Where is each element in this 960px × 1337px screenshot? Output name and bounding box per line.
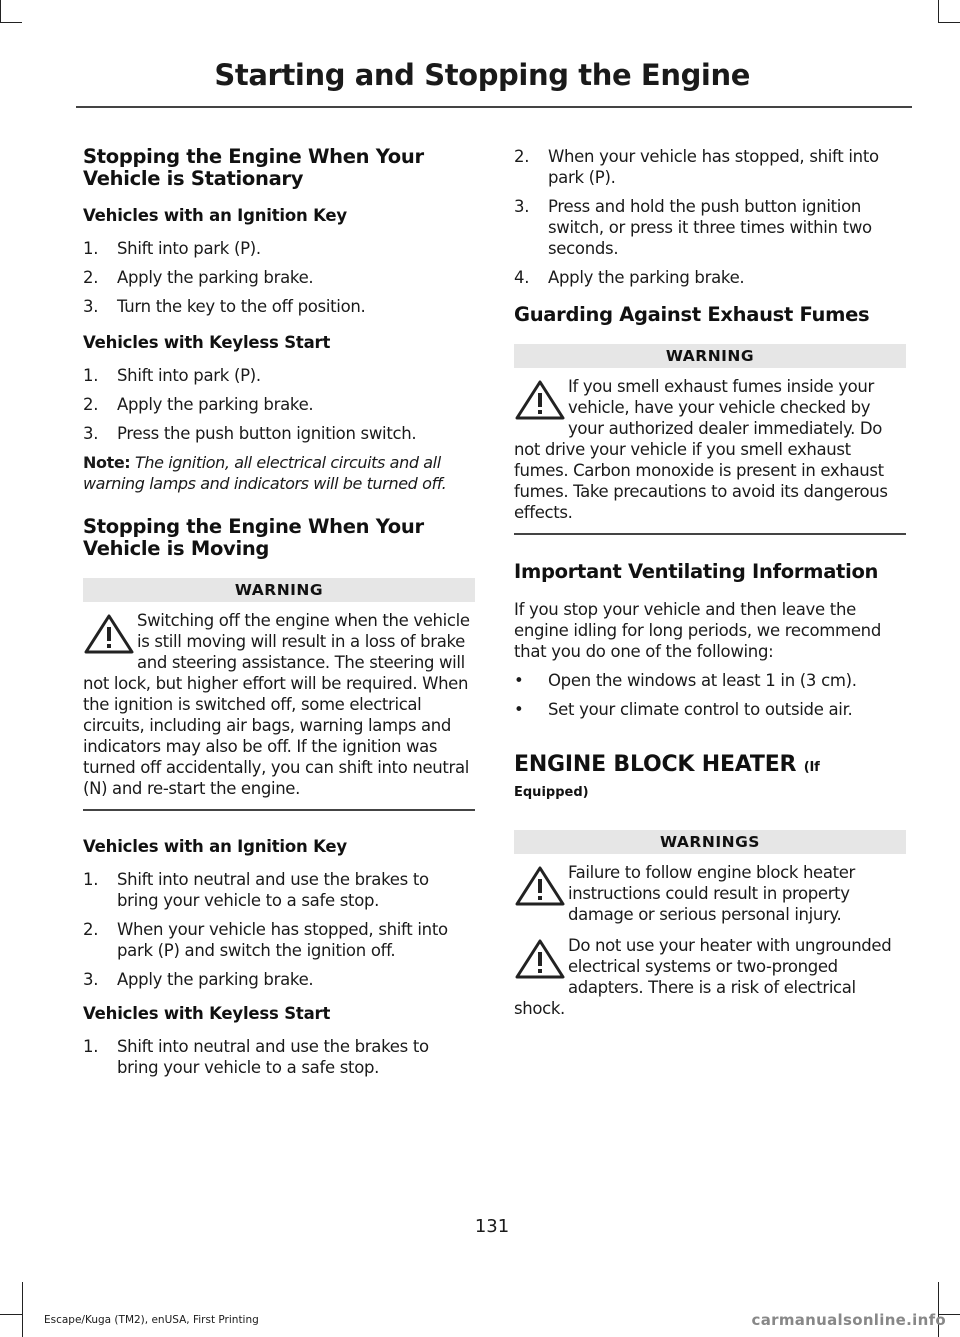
step-number: 2. <box>83 395 99 414</box>
page-number: 131 <box>474 1216 510 1237</box>
step-text: Shift into park (P). <box>117 239 261 258</box>
step-text: When your vehicle has stopped, shift into park (P). <box>548 147 879 187</box>
step-text: Apply the parking brake. <box>117 268 314 287</box>
list-item <box>514 196 906 259</box>
warning-body: If you smell exhaust fumes inside your vehicle, have your vehicle checked by your authorized dealer immediately. Do not drive your vehicle if you smell exhaust fumes. Carbon monoxide is present in exhaust fumes. Take precautions to avoid its dangerous effects. <box>514 377 888 522</box>
steps-keyless-start <box>83 365 475 444</box>
step-number: 3. <box>83 297 99 316</box>
step-number: 3. <box>83 970 99 989</box>
subheading-keyless-start-moving: Vehicles with Keyless Start <box>83 1004 331 1023</box>
list-item <box>514 267 906 288</box>
list-item <box>83 969 475 990</box>
header-divider <box>76 106 912 108</box>
step-number: 2. <box>83 920 99 939</box>
step-text: Apply the parking brake. <box>117 395 314 414</box>
list-item <box>83 365 475 386</box>
bullet-text: Open the windows at least 1 in (3 cm). <box>548 671 857 690</box>
list-item <box>83 869 475 911</box>
list-item <box>83 394 475 415</box>
list-item <box>83 423 475 444</box>
step-number: 2. <box>514 147 530 166</box>
warning-text <box>514 376 906 523</box>
step-number: 2. <box>83 268 99 287</box>
warning-divider <box>83 809 475 811</box>
list-item <box>83 919 475 961</box>
list-item <box>83 267 475 288</box>
subheading-keyless-start: Vehicles with Keyless Start <box>83 333 331 352</box>
crop-mark <box>22 1282 23 1337</box>
watermark: carmanualsonline.info <box>751 1311 946 1329</box>
steps-keyless-start-moving <box>83 1036 475 1078</box>
subheading-ignition-key: Vehicles with an Ignition Key <box>83 206 347 225</box>
list-item <box>514 146 906 188</box>
step-text: Turn the key to the off position. <box>117 297 366 316</box>
list-item <box>514 670 906 691</box>
subheading-ignition-key-moving: Vehicles with an Ignition Key <box>83 837 347 856</box>
ventilating-bullets <box>514 670 906 720</box>
section-title-moving: Stopping the Engine When Your Vehicle is Moving <box>83 515 424 560</box>
step-text: Shift into neutral and use the brakes to bring your vehicle to a safe stop. <box>117 1037 429 1077</box>
bullet: • <box>514 671 524 690</box>
note <box>83 452 475 494</box>
steps-keyless-continued <box>514 146 906 288</box>
steps-ignition-key <box>83 238 475 317</box>
warning-body: Do not use your heater with ungrounded electrical systems or two-pronged adapters. There is a risk of electrical shock. <box>514 936 892 1018</box>
left-column <box>83 146 475 1086</box>
step-text: Press the push button ignition switch. <box>117 424 417 443</box>
ventilating-intro: If you stop your vehicle and then leave the engine idling for long periods, we recommend that you do one of the following: <box>514 600 882 661</box>
step-text: Press and hold the push button ignition switch, or press it three times within two seconds. <box>548 197 872 258</box>
block-heater-if: (If <box>803 760 820 775</box>
list-item <box>83 296 475 317</box>
step-text: Apply the parking brake. <box>117 970 314 989</box>
step-number: 3. <box>514 197 530 216</box>
warning-divider <box>514 533 906 535</box>
crop-mark <box>0 0 1 22</box>
section-title-ventilating: Important Ventilating Information <box>514 560 879 583</box>
warning-triangle-icon <box>514 939 566 979</box>
crop-mark <box>938 22 960 23</box>
warning-triangle-icon <box>83 614 135 654</box>
step-number: 4. <box>514 268 530 287</box>
step-number: 1. <box>83 1037 99 1056</box>
step-number: 1. <box>83 239 99 258</box>
block-heater-title: ENGINE BLOCK HEATER <box>514 752 797 777</box>
section-title-stationary: Stopping the Engine When Your Vehicle is Stationary <box>83 145 424 190</box>
note-text: The ignition, all electrical circuits and all warning lamps and indicators will be turned off. <box>83 453 447 493</box>
warning-bar: WARNING <box>83 578 475 602</box>
warnings-bar: WARNINGS <box>514 830 906 854</box>
warning-body: Switching off the engine when the vehicle is still moving will result in a loss of brake and steering assistance. The steering will not lock, but higher effort will be required. When the ignition is switched off, some electrical circuits, including air bags, warning lamps and indicators may also be off. If the ignition was turned off accidentally, you can shift into neutral (N) and re-start the engine. <box>83 611 470 798</box>
crop-mark <box>0 1314 22 1315</box>
page-title: Starting and Stopping the Engine <box>214 58 750 92</box>
section-title-exhaust: Guarding Against Exhaust Fumes <box>514 303 870 326</box>
warning-text <box>514 935 906 1019</box>
warning-bar: WARNING <box>514 344 906 368</box>
step-number: 1. <box>83 366 99 385</box>
step-number: 1. <box>83 870 99 889</box>
warning-text <box>514 862 906 925</box>
steps-ignition-key-moving <box>83 869 475 990</box>
bullet: • <box>514 700 524 719</box>
right-column <box>514 146 906 1029</box>
edition-label: Escape/Kuga (TM2), enUSA, First Printing <box>44 1314 259 1326</box>
block-heater-equipped: Equipped) <box>514 785 589 800</box>
warning-text <box>83 610 475 799</box>
step-text: Shift into neutral and use the brakes to bring your vehicle to a safe stop. <box>117 870 429 910</box>
crop-mark <box>0 22 22 23</box>
step-text: Shift into park (P). <box>117 366 261 385</box>
list-item <box>83 238 475 259</box>
note-label: Note: <box>83 453 131 472</box>
bullet-text: Set your climate control to outside air. <box>548 700 853 719</box>
warning-triangle-icon <box>514 380 566 420</box>
list-item <box>514 699 906 720</box>
section-title-block-heater <box>514 752 906 781</box>
list-item <box>83 1036 475 1078</box>
step-number: 3. <box>83 424 99 443</box>
warning-body: Failure to follow engine block heater instructions could result in property damage or serious personal injury. <box>568 863 855 924</box>
crop-mark <box>938 0 939 22</box>
step-text: When your vehicle has stopped, shift into park (P) and switch the ignition off. <box>117 920 448 960</box>
warning-triangle-icon <box>514 866 566 906</box>
step-text: Apply the parking brake. <box>548 268 745 287</box>
